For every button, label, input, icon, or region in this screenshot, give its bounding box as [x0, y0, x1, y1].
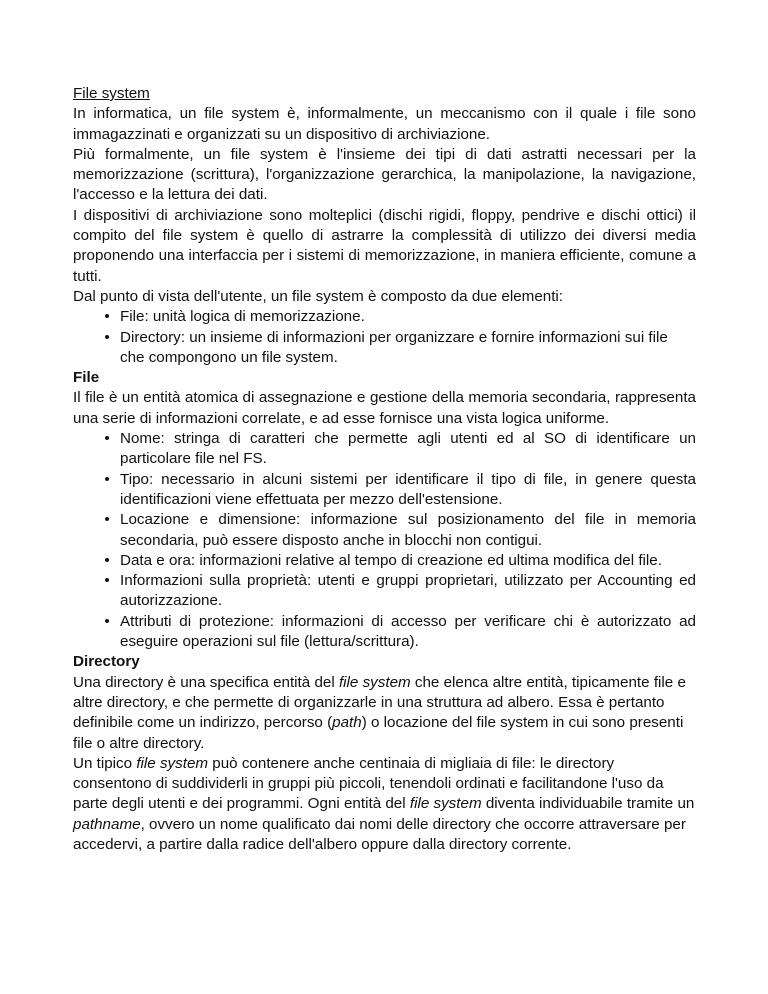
intro-paragraph-4: Dal punto di vista dell'utente, un file system è composto da due elementi:: [73, 287, 564, 305]
list-item: • Tipo: necessario in alcuni sistemi per identificare il tipo di file, in genere questa identificazioni viene effettuata per mezzo dell'estensione.: [73, 470, 696, 511]
list-item: • Data e ora: informazioni relative al tempo di creazione ed ultima modifica del file.: [73, 551, 696, 571]
bullet-icon: •: [104, 308, 110, 326]
bullet-icon: •: [104, 470, 110, 488]
directory-paragraph-2: Un tipico file system può contenere anche centinaia di migliaia di file: le directory consentono di suddividerli in gruppi più piccoli, tenendoli ordinati e facilitandone l'uso da parte degli utenti e dei programmi. Ogni entità del file system diventa individuabile tramite un pathname, ovvero un nome qualificato dai nomi delle directory che occorre attraversare per accedervi, a partire dalla radice dell'albero oppure dalla directory corrente.: [73, 754, 695, 853]
bullet-icon: •: [104, 430, 110, 448]
section-title-file: File: [73, 369, 100, 387]
bullet-icon: •: [104, 328, 110, 346]
bullet-icon: •: [104, 572, 110, 590]
directory-paragraph-1: Una directory è una specifica entità del file system che elenca altre entità, tipicamente file e altre directory, e che permette di organizzarle in una struttura ad albero. Essa è pertanto definibile come un indirizzo, percorso (path) o locazione del file system in cui sono presenti file o altre directory.: [73, 673, 686, 752]
heading-file-system: File system: [73, 85, 150, 102]
section-title-directory: Directory: [73, 653, 140, 671]
bullet-icon: •: [104, 511, 110, 529]
list-item: • Attributi di protezione: informazioni di accesso per verificare chi è autorizzato ad eseguire operazioni sul file (lettura/scrittura).: [73, 612, 696, 653]
intro-paragraph-2: Più formalmente, un file system è l'insieme dei tipi di dati astratti necessari per la memorizzazione (scrittura), l'organizzazione gerarchica, la manipolazione, la navigazione, l'accesso e la lettura dei dati.: [73, 145, 696, 204]
file-paragraph-1: Il file è un entità atomica di assegnazione e gestione della memoria secondaria, rappresenta una serie di informazioni correlate, e ad esse fornisce una vista logica uniforme.: [73, 389, 696, 427]
intro-paragraph-3: I dispositivi di archiviazione sono molteplici (dischi rigidi, floppy, pendrive e dischi ottici) il compito del file system è quello di astrarre la complessità di utilizzo dei diversi media proponendo una interfaccia per i sistemi di memorizzazione, in maniera efficiente, comune a tutti.: [73, 206, 696, 285]
list-item: • Locazione e dimensione: informazione sul posizionamento del file in memoria secondaria, può essere disposto anche in blocchi non contigui.: [73, 510, 696, 551]
list-item: • Nome: stringa di caratteri che permette agli utenti ed al SO di identificare un particolare file nel FS.: [73, 429, 696, 470]
list-item: • Informazioni sulla proprietà: utenti e gruppi proprietari, utilizzato per Accounting ed autorizzazione.: [73, 571, 696, 612]
file-attributes-list: [73, 429, 696, 652]
list-item: • File: unità logica di memorizzazione.: [73, 307, 696, 327]
intro-paragraph-1: In informatica, un file system è, informalmente, un meccanismo con il quale i file sono immagazzinati e organizzati su un dispositivo di archiviazione.: [73, 105, 696, 143]
bullet-icon: •: [104, 551, 110, 569]
intro-list: [73, 307, 696, 368]
bullet-icon: •: [104, 612, 110, 630]
list-item: • Directory: un insieme di informazioni per organizzare e fornire informazioni sui file che compongono un file system.: [73, 328, 696, 369]
